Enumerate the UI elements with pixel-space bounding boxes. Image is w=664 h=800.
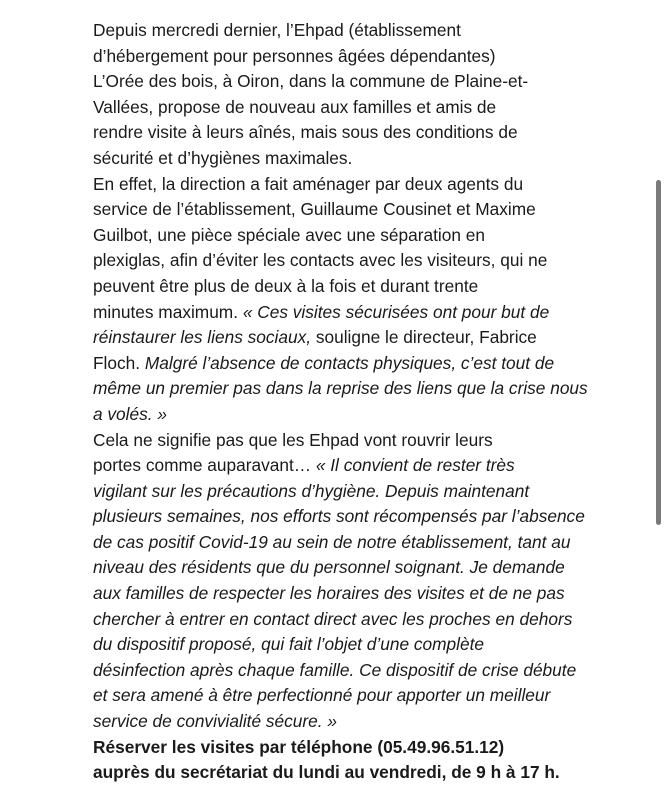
text-line: chercher à entrer en contact direct avec les proches en dehors <box>93 608 573 629</box>
text-line: service de convivialité sécure. » <box>93 711 337 732</box>
text-line: service de l’établissement, Guillaume Cousinet et Maxime <box>93 199 536 220</box>
text-line: Vallées, propose de nouveau aux familles et amis de <box>93 96 497 117</box>
text-line <box>93 351 555 377</box>
text-line <box>93 325 537 351</box>
text-line: a volés. » <box>93 403 167 424</box>
text-segment: « Ces visites sécurisées ont pour but de <box>242 301 550 322</box>
text-line: Réserver les visites par téléphone (05.49.96.51.12) <box>93 736 505 757</box>
text-line: désinfection après chaque famille. Ce dispositif de crise débute <box>93 659 577 680</box>
text-line: aux familles de respecter les horaires des visites et de ne pas <box>93 583 565 604</box>
text-segment: réinstaurer les liens sociaux, <box>93 327 312 348</box>
text-line: et sera amené à être perfectionné pour apporter un meilleur <box>93 685 551 706</box>
text-line: même un premier pas dans la reprise des liens que la crise nous <box>93 378 588 399</box>
text-line: plusieurs semaines, nos efforts sont récompensés par l’absence <box>93 506 585 527</box>
text-line: L’Orée des bois, à Oiron, dans la commune de Plaine-et- <box>93 71 529 92</box>
text-line <box>93 300 550 326</box>
text-line: rendre visite à leurs aînés, mais sous des conditions de <box>93 122 518 143</box>
text-segment: Malgré l’absence de contacts physiques, c’est tout de <box>144 352 555 373</box>
text-line: auprès du secrétariat du lundi au vendredi, de 9 h à 17 h. <box>93 762 560 783</box>
text-line: peuvent être plus de deux à la fois et durant trente <box>93 275 479 296</box>
text-segment: Floch. <box>93 352 145 373</box>
text-line: Guilbot, une pièce spéciale avec une séparation en <box>93 224 485 245</box>
text-line: niveau des résidents que du personnel soignant. Je demande <box>93 557 565 578</box>
text-segment: portes comme auparavant… <box>93 455 316 476</box>
scrollbar-thumb[interactable] <box>656 180 661 525</box>
text-line: plexiglas, afin d’éviter les contacts avec les visiteurs, qui ne <box>93 250 548 271</box>
article-body <box>93 18 588 786</box>
text-line: sécurité et d’hygiènes maximales. <box>93 147 353 168</box>
text-line: d’hébergement pour personnes âgées dépendantes) <box>93 45 496 66</box>
text-line: vigilant sur les précautions d’hygiène. Depuis maintenant <box>93 480 530 501</box>
text-line: de cas positif Covid-19 au sein de notre établissement, tant au <box>93 531 571 552</box>
text-line: En effet, la direction a fait aménager par deux agents du <box>93 173 524 194</box>
text-segment: souligne le directeur, Fabrice <box>311 327 537 348</box>
text-line: Depuis mercredi dernier, l’Ehpad (établissement <box>93 20 461 40</box>
text-segment: « Il convient de rester très <box>315 455 515 476</box>
text-line: du dispositif proposé, qui fait l’objet d’une complète <box>93 634 484 655</box>
text-line <box>93 453 533 479</box>
text-line: Cela ne signifie pas que les Ehpad vont rouvrir leurs <box>93 429 493 450</box>
text-segment: minutes maximum. <box>93 301 243 322</box>
